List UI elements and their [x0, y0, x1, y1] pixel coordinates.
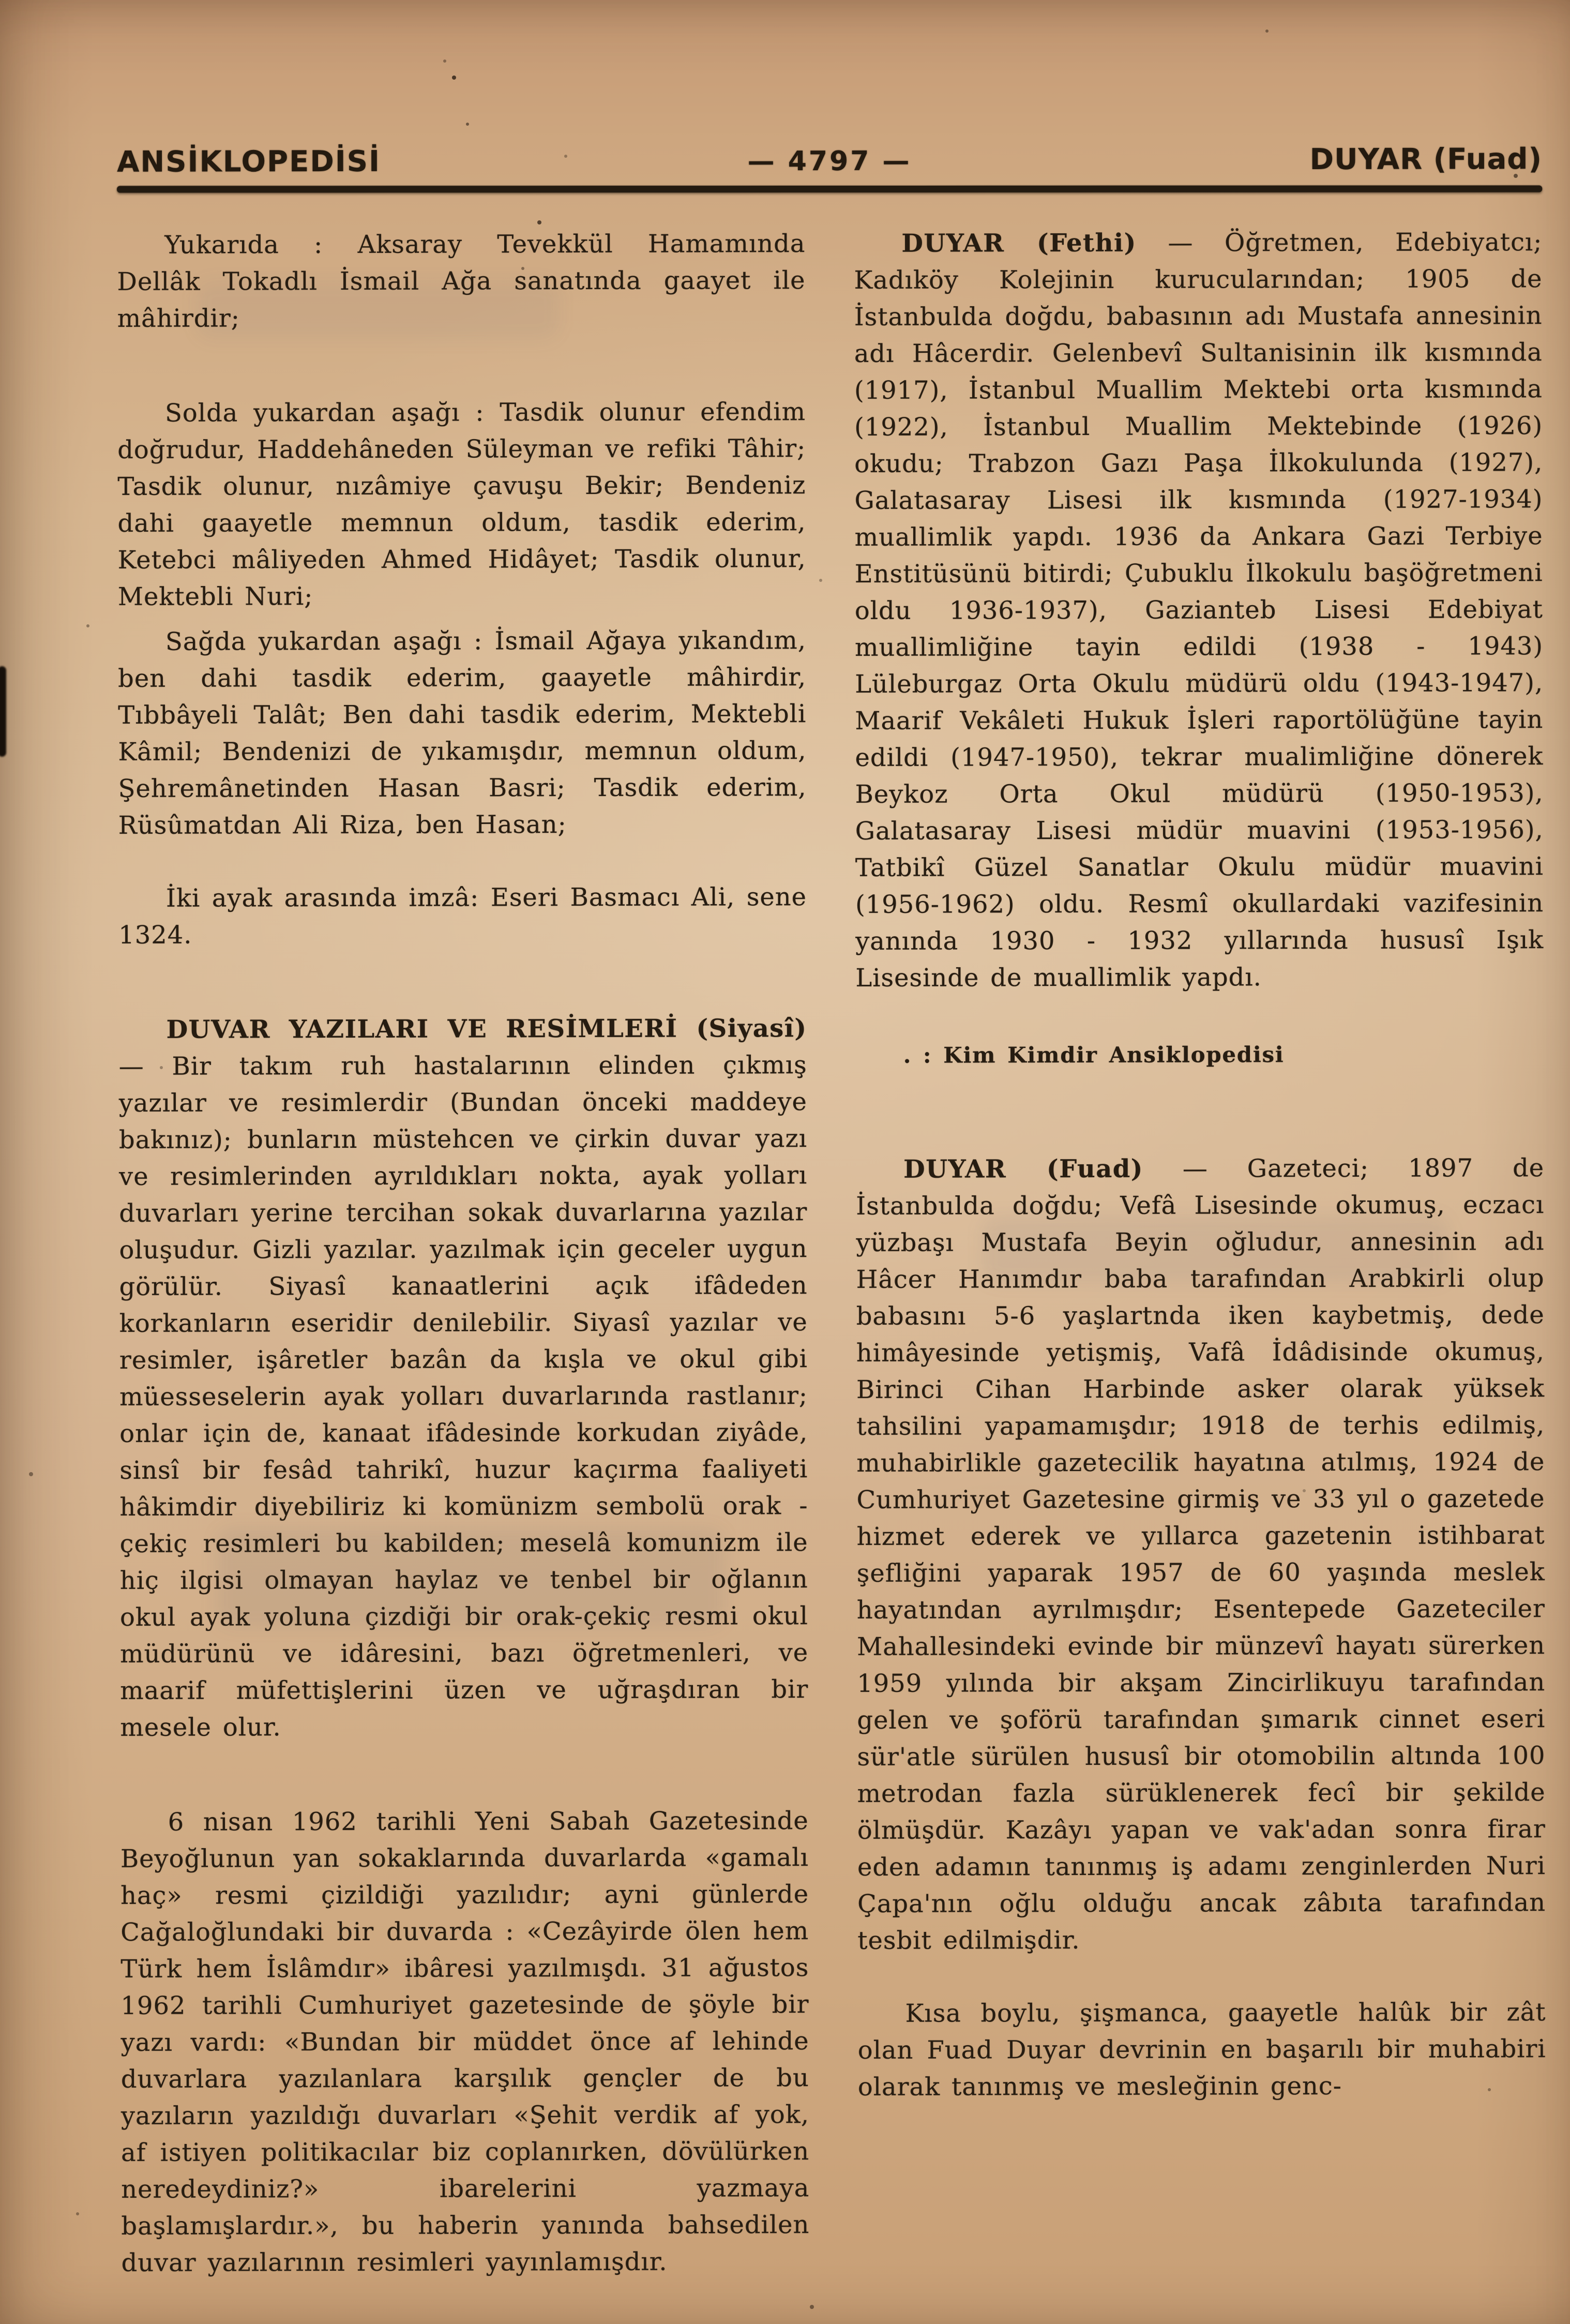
paragraph-text: — Gazeteci; 1897 de İstanbulda doğdu; Vefâ Lisesinde okumuş, eczacı yüzbaşı Mustafa Beyin oğludur, annesinin adı Hâcer Hanımdır baba tarafından Arabkirli olup babasını 5-6 yaşlartnda iken kaybetmiş, dede himâyesinde yetişmiş, Vafâ İdâdisinde okumuş, Birinci Cihan Harbinde asker olarak yüksek tahsilini yapamamışdır; 1918 de terhis edilmiş, muhabirlikle gazetecilik hayatına atılmış, 1924 de Cumhuriyet Gazetesine girmiş ve 33 yıl o gazetede hizmet ederek ve yıllarca gazetenin istihbarat şefliğini yaparak 1957 de 60 yaşında meslek hayatından ayrılmışdır; Esentepede Gazeteciler Mahallesindeki evinde bir münzevî hayatı sürerken 1959 yılında bir akşam Zincirlikuyu tarafından gelen ve şoförü tarafından şımarık cinnet eseri sür'atle sürülen hususî bir otomobilin altında 100 metrodan fazla sürüklenerek fecî bir şekilde ölmüşdür. Kazâyı yapan ve vak'adan sonra firar eden adamın tanınmış iş adamı zenginlerden Nuri Çapa'nın oğlu olduğu ancak zâbıta tarafından tesbit edilmişdir.: [856, 1153, 1546, 1955]
entry-paragraph-duyar-fethi: [854, 224, 1544, 997]
entry-heading: DUYAR (Fuad): [903, 1154, 1143, 1184]
entry-heading: DUYAR (Fethi): [901, 228, 1137, 258]
right-column: [854, 224, 1546, 2280]
paragraph-text: Sağda yukardan aşağı : İsmail Ağaya yıkandım, ben dahi tasdik ederim, gaayetle mâhirdir, Tıbbâyeli Talât; Ben dahi tasdik ederim, Mektebli Kâmil; Bendenizi de yıkamışdır, memnun oldum, Şehremânetinden Hasan Basri; Tasdik ederim, Rüsûmatdan Ali Riza, ben Hasan;: [118, 626, 807, 840]
caption-paragraph: [117, 226, 805, 337]
paragraph-text: Kısa boylu, şişmanca, gaayetle halûk bir zât olan Fuad Duyar devrinin en başarılı bir muhabiri olarak tanınmış ve mesleğinin genc-: [857, 1998, 1546, 2102]
news-paragraph: [120, 1803, 810, 2282]
columns: [117, 224, 1546, 2282]
closing-paragraph: [857, 1994, 1546, 2106]
edge-mark: [0, 666, 6, 757]
paper-specks: [0, 0, 2, 2]
page-header: [117, 142, 1542, 179]
entry-paragraph-duyar-fuad: [856, 1150, 1546, 1959]
caption-paragraph: [118, 622, 807, 844]
paragraph-text: Solda yukardan aşağı : Tasdik olunur efendim doğrudur, Haddehâneden Süleyman ve refiki Tâhir; Tasdik olunur, nızâmiye çavuşu Bekir; Bendeniz dahi gaayetle memnun oldum, tasdik ederim, Ketebci mâliyeden Ahmed Hidâyet; Tasdik olunur, Mektebli Nuri;: [117, 397, 806, 611]
entry-heading: DUVAR YAZILARI VE RESİMLERİ (Siyasî): [166, 1014, 807, 1044]
entry-paragraph-duvar-yazilari: [118, 1010, 808, 1746]
paragraph-text: İki ayak arasında imzâ: Eseri Basmacı Ali, sene 1324.: [118, 882, 807, 950]
header-rule: [117, 186, 1542, 193]
caption-paragraph: [117, 394, 806, 616]
paragraph-text: — Öğretmen, Edebiyatcı; Kadıköy Kolejinin kurucularından; 1905 de İstanbulda doğdu, babasının adı Mustafa annesinin adı Hâcerdir. Gelenbevî Sultanisinin ilk kısmında (1917), İstanbul Muallim Mektebi orta kısmında (1922), İstanbul Muallim Mektebinde (1926) okudu; Trabzon Gazı Paşa İlkokulunda (1927), Galatasaray Lisesi ilk kısmında (1927-1934) muallimlik yapdı. 1936 da Ankara Gazi Terbiye Enstitüsünü bitirdi; Çubuklu İlkokulu başöğretmeni oldu 1936-1937), Gazianteb Lisesi Edebiyat muallimliğine tayin edildi (1938 - 1943) Lüleburgaz Orta Okulu müdürü oldu (1943-1947), Maarif Vekâleti Hukuk İşleri raportölüğüne tayin edildi (1947-1950), tekrar mualimliğine dönerek Beykoz Orta Okul müdürü (1950-1953), Galatasaray Lisesi müdür muavini (1953-1956), Tatbikî Güzel Sanatlar Okulu müdür muavini (1956-1962) oldu. Resmî okullardaki vazifesinin yanında 1930 - 1932 yıllarında hususî Işık Lisesinde de muallimlik yapdı.: [854, 228, 1544, 993]
page-content: [116, 0, 1546, 2282]
left-column: [117, 226, 809, 2282]
paragraph-text: Yukarıda : Aksaray Tevekkül Hamamında Dellâk Tokadlı İsmail Ağa sanatında gaayet ile mâhirdir;: [117, 229, 806, 333]
caption-paragraph: [118, 879, 807, 954]
source-note: [856, 1036, 1544, 1074]
source-note-text: . : Kim Kimdir Ansiklopedisi: [903, 1042, 1285, 1068]
entry-reference: DUYAR (Fuad): [1309, 142, 1543, 177]
paragraph-text: — Bir takım ruh hastalarının elinden çıkmış yazılar ve resimlerdir (Bundan önceki maddeye bakınız); bunların müstehcen ve çirkin duvar yazı ve resimlerinden ayrıldıkları nokta, ayak yolları duvarları yerine tercihan sokak duvarlarına yazılar oluşudur. Gizli yazılar. yazılmak için geceler uygun görülür. Siyasî kanaatlerini açık ifâdeden korkanların eseridir denilebilir. Siyasî yazılar ve resimler, işâretler bazân da kışla ve okul gibi müesseselerin ayak yolları duvarlarında rastlanır; onlar için de, kanaat ifâdesinde korkudan ziyâde, sinsî bir fesâd tahrikî, huzur kaçırma faaliyeti hâkimdir diyebiliriz ki komünizm sembolü orak - çekiç resimleri bu kabilden; meselâ komunizm ile hiç ilgisi olmayan haylaz ve tenbel bir oğlanın okul ayak yoluna çizdiği bir orak-çekiç resmi okul müdürünü ve idâresini, bazı öğretmenleri, ve maarif müfettişlerini üzen ve uğraşdıran bir mesele olur.: [118, 1051, 809, 1742]
publication-title: ANSİKLOPEDİSİ: [116, 144, 381, 179]
paragraph-text: 6 nisan 1962 tarihli Yeni Sabah Gazetesinde Beyoğlunun yan sokaklarında duvarlarda «gamalı haç» resmi çizildiği yazılıdır; ayni günlerde Cağaloğlundaki bir duvarda : «Cezâyirde ölen hem Türk hem İslâmdır» ibâresi yazılmışdı. 31 ağustos 1962 tarihli Cumhuriyet gazetesinde de şöyle bir yazı vardı: «Bundan bir müddet önce af lehinde duvarlara yazılanlara karşılık gençler de bu yazıların yazıldığı duvarları «Şehit verdik af yok, af istiyen politikacılar biz coplanırken, dövülürken neredeydiniz?» ibarelerini yazmaya başlamışlardır.», bu haberin yanında bahsedilen duvar yazılarının resimleri yayınlamışdır.: [120, 1806, 810, 2277]
page-number: — 4797 —: [747, 145, 912, 177]
